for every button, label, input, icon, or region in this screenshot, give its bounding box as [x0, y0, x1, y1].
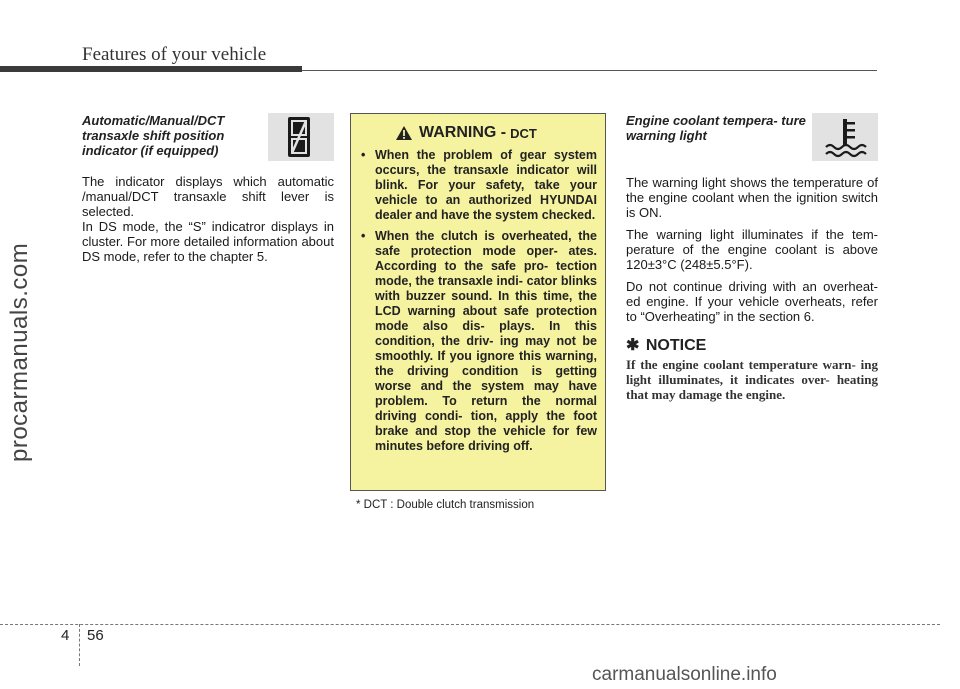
notice-heading	[626, 338, 878, 353]
footer-divider	[79, 624, 80, 666]
bottom-watermark: carmanualsonline.info	[592, 664, 777, 685]
footer-rule	[0, 624, 940, 625]
shift-indicator-section	[82, 113, 334, 264]
coolant-warning-title: Engine coolant tempera- ture warning light	[626, 113, 806, 143]
header-rule	[302, 70, 877, 71]
shift-indicator-paragraph-2: In DS mode, the “S” indicatror displays in cluster. For more detailed information about DS mode, refer to the chapter 5.	[82, 219, 334, 264]
chapter-number: 4	[61, 627, 70, 644]
coolant-warning-section	[626, 113, 878, 402]
header-bar	[0, 66, 302, 72]
warning-item	[361, 229, 597, 454]
warning-triangle-icon	[395, 125, 413, 141]
shift-indicator-icon	[268, 113, 334, 161]
dct-warning-box	[350, 113, 606, 491]
coolant-paragraph-1: The warning light shows the temperature of the engine coolant when the ignition switch is ON.	[626, 175, 878, 220]
side-watermark: procarmanuals.com	[6, 242, 33, 462]
coolant-paragraph-3: Do not continue driving with an overheat- ed engine. If your vehicle overheats, refer to “Overheating” in the section 6.	[626, 279, 878, 324]
bullet: •	[361, 148, 366, 162]
warning-item-text: When the problem of gear system occurs, the transaxle indicator will blink. For your safety, take your vehicle to an authorized HYUNDAI dealer and have the system checked.	[375, 148, 597, 222]
notice-text: If the engine coolant temperature warn- ing light illuminates, it indicates over- heating that may damage the engine.	[626, 357, 878, 402]
shift-indicator-title: Automatic/Manual/DCT transaxle shift position indicator (if equipped)	[82, 113, 225, 158]
shift-indicator-paragraph-1: The indicator displays which automatic /manual/DCT transaxle shift lever is selected.	[82, 174, 334, 219]
warning-title: WARNING -	[419, 124, 507, 141]
warning-list	[361, 148, 597, 454]
coolant-temperature-icon	[812, 113, 878, 161]
dct-footnote: * DCT : Double clutch transmission	[356, 499, 535, 511]
notice-label: NOTICE	[645, 337, 707, 354]
page-header-title: Features of your vehicle	[82, 44, 267, 65]
notice-star-icon: ✱	[626, 337, 640, 354]
page-number: 56	[87, 627, 104, 644]
bullet: •	[361, 229, 366, 243]
warning-item-text: When the clutch is overheated, the safe protection mode oper- ates. According to the safe pro- tection mode, the transaxle indi- cator blinks with buzzer sound. In this time, the LCD warning about safe protection mode also dis- plays. In this condition, the driv- ing may not be smoothly. If you ignore this warning, the driving condition is getting worse and the system may have problem. To return the normal driving condi- tion, apply the foot brake and stop the vehicle for few minutes before driving off.	[375, 229, 597, 453]
warning-subtitle: DCT	[510, 125, 537, 141]
coolant-paragraph-2: The warning light illuminates if the tem- perature of the engine coolant is above 120±3°C (248±5.5°F).	[626, 227, 878, 272]
warning-item	[361, 148, 597, 223]
warning-header	[395, 122, 597, 144]
